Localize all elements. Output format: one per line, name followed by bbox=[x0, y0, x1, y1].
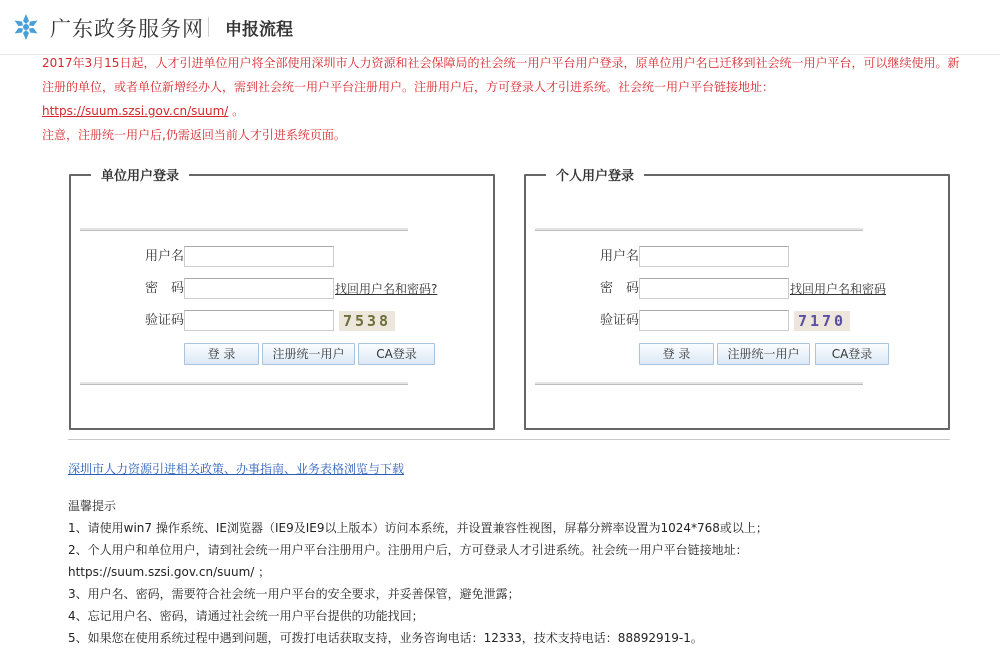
password-label: 密 码 bbox=[599, 281, 639, 296]
personal-captcha-input[interactable] bbox=[639, 310, 789, 331]
personal-login-title: 个人用户登录 bbox=[546, 165, 644, 184]
unit-password-row bbox=[71, 278, 491, 300]
username-label: 用户名 bbox=[144, 249, 184, 264]
snowflake-logo-icon bbox=[12, 13, 40, 41]
tips-title: 温馨提示 bbox=[68, 499, 117, 513]
tip-item: 5、如果您在使用系统过程中遇到问题，可拨打电话获取支持，业务咨询电话：12333，技术支持电话：88892919-1。 bbox=[68, 631, 703, 645]
personal-ca-login-button[interactable]: CA登录 bbox=[815, 343, 889, 365]
notice-block bbox=[42, 51, 962, 147]
tip-item: 3、用户名、密码，需要符合社会统一用户平台的安全要求，并妥善保管，避免泄露； bbox=[68, 587, 520, 601]
captcha-label: 验证码 bbox=[144, 313, 184, 328]
personal-password-input[interactable] bbox=[639, 278, 789, 299]
tips-section bbox=[68, 495, 968, 649]
unit-login-button[interactable]: 登 录 bbox=[184, 343, 259, 365]
personal-register-button[interactable]: 注册统一用户 bbox=[717, 343, 810, 365]
tip-item: 4、忘记用户名、密码，请通过社会统一用户平台提供的功能找回； bbox=[68, 609, 424, 623]
divider bbox=[80, 228, 408, 231]
unit-password-input[interactable] bbox=[184, 278, 334, 299]
unit-login-panel bbox=[69, 169, 495, 430]
tip-item: 1、请使用win7 操作系统、IE浏览器（IE9及IE9以上版本）访问本系统，并设置兼容性视图，屏幕分辨率设置为1024*768或以上； bbox=[68, 521, 768, 535]
unit-register-button[interactable]: 注册统一用户 bbox=[262, 343, 355, 365]
notice-main-text: 2017年3月15日起，人才引进单位用户将全部使用深圳市人力资源和社会保障局的社会统一用户平台用户登录，原单位用户名已迁移到社会统一用户平台，可以继续使用。新注册的单位，或者单位新增经办人，需到社会统一用户平台注册用户。注册用户后，方可登录人才引进系统。社会统一用户平台链接地址： bbox=[42, 56, 960, 94]
username-label: 用户名 bbox=[599, 249, 639, 264]
notice-platform-link[interactable]: https://suum.szsi.gov.cn/suum/ bbox=[42, 104, 229, 118]
personal-password-row bbox=[526, 278, 946, 300]
personal-login-button[interactable]: 登 录 bbox=[639, 343, 714, 365]
divider bbox=[535, 228, 863, 231]
page-title: 申报流程 bbox=[225, 20, 293, 40]
personal-username-row bbox=[526, 246, 946, 268]
unit-captcha-row bbox=[71, 310, 491, 332]
unit-username-row bbox=[71, 246, 491, 268]
unit-find-account-link[interactable]: 找回用户名和密码? bbox=[335, 282, 438, 296]
password-label: 密 码 bbox=[144, 281, 184, 296]
divider bbox=[535, 382, 863, 385]
personal-captcha-image[interactable]: 7170 bbox=[794, 311, 850, 331]
site-name[interactable]: 广东政务服务网 bbox=[50, 17, 204, 41]
personal-find-account-link[interactable]: 找回用户名和密码 bbox=[790, 282, 887, 296]
personal-captcha-row bbox=[526, 310, 946, 332]
header-separator bbox=[208, 17, 209, 37]
tip-item: https://suum.szsi.gov.cn/suum/ ； bbox=[68, 565, 271, 579]
tip-item: 2、个人用户和单位用户，请到社会统一用户平台注册用户。注册用户后，方可登录人才引进系统。社会统一用户平台链接地址： bbox=[68, 543, 748, 557]
unit-username-input[interactable] bbox=[184, 246, 334, 267]
personal-username-input[interactable] bbox=[639, 246, 789, 267]
divider bbox=[80, 382, 408, 385]
page-header bbox=[0, 0, 1000, 55]
policy-download-link[interactable]: 深圳市人力资源引进相关政策、办事指南、业务表格浏览与下载 bbox=[68, 462, 405, 476]
section-divider bbox=[68, 439, 950, 440]
notice-note: 注意，注册统一用户后,仍需返回当前人才引进系统页面。 bbox=[42, 128, 346, 142]
unit-ca-login-button[interactable]: CA登录 bbox=[358, 343, 435, 365]
personal-login-panel bbox=[524, 169, 950, 430]
unit-captcha-image[interactable]: 7538 bbox=[339, 311, 395, 331]
captcha-label: 验证码 bbox=[599, 313, 639, 328]
notice-text bbox=[42, 51, 962, 123]
unit-login-title: 单位用户登录 bbox=[91, 165, 189, 184]
unit-captcha-input[interactable] bbox=[184, 310, 334, 331]
notice-link-suffix: 。 bbox=[232, 104, 245, 118]
